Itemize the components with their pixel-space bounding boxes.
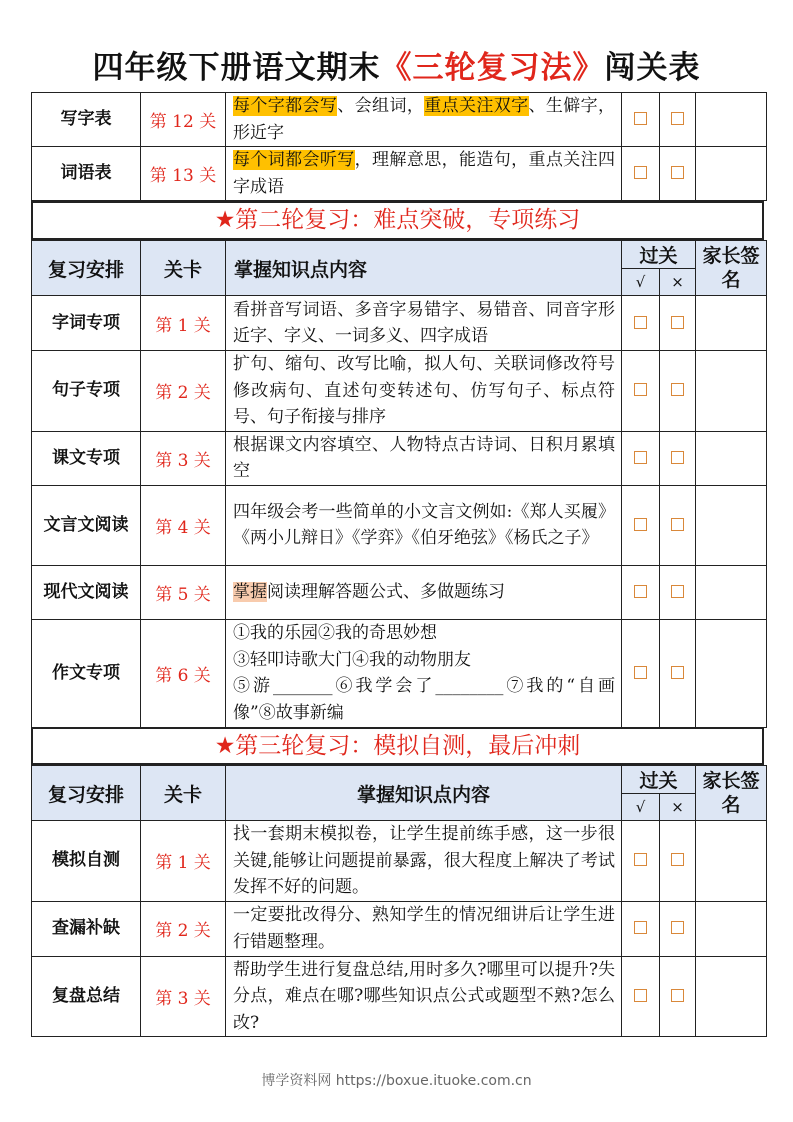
parent-sign-cell[interactable]: [696, 351, 767, 432]
review-item-name: 复盘总结: [32, 956, 141, 1037]
header-pass: 过关: [622, 241, 696, 269]
header-pass: 过关: [622, 766, 696, 794]
parent-sign-cell[interactable]: [696, 296, 767, 351]
header-parent-sign: 家长签名: [696, 241, 767, 296]
knowledge-content: [226, 431, 622, 485]
review-item-name: 写字表: [32, 93, 141, 147]
review-item-name: 作文专项: [32, 619, 141, 727]
fail-checkbox-cell: [660, 565, 696, 619]
content-text: 一定要批改得分、熟知学生的情况细讲后让学生进行错题整理。: [233, 905, 615, 952]
content-text: 阅读理解答题公式、多做题练习: [267, 581, 505, 602]
table-row: [32, 93, 767, 147]
fail-checkbox-cell: [660, 619, 696, 727]
fail-checkbox-cell: [660, 296, 696, 351]
review-item-name: 词语表: [32, 147, 141, 201]
content-text: 、生僻字，形近字: [233, 96, 616, 143]
pass-checkbox-cell: [622, 351, 660, 432]
pass-checkbox-cell: [622, 431, 660, 485]
fail-checkbox[interactable]: [671, 112, 684, 125]
fail-checkbox[interactable]: [671, 666, 684, 679]
knowledge-content: [226, 351, 622, 432]
pass-checkbox[interactable]: [634, 666, 647, 679]
review-item-name: 句子专项: [32, 351, 141, 432]
review-item-name: 课文专项: [32, 431, 141, 485]
pass-checkbox-cell: [622, 821, 660, 902]
content-line: ①我的乐园②我的奇思妙想: [233, 623, 437, 643]
header-arrangement: 复习安排: [32, 241, 141, 296]
pass-checkbox[interactable]: [634, 853, 647, 866]
knowledge-content: [226, 296, 622, 351]
knowledge-content: [226, 565, 622, 619]
review-item-name: 文言文阅读: [32, 485, 141, 565]
header-parent-sign: 家长签名: [696, 766, 767, 821]
fail-checkbox[interactable]: [671, 921, 684, 934]
review-item-name: 字词专项: [32, 296, 141, 351]
content-text: 扩句、缩句、改写比喻，拟人句、关联词修改符号修改病句、直述句变转述句、仿写句子、标点符号、句子衔接与排序: [233, 354, 615, 427]
fail-checkbox-cell: [660, 821, 696, 902]
fail-checkbox-cell: [660, 485, 696, 565]
round3-heading: ★第三轮复习：模拟自测，最后冲刺: [31, 727, 764, 765]
level-label: 第 12 关: [141, 93, 226, 147]
parent-sign-cell[interactable]: [696, 956, 767, 1037]
pass-checkbox[interactable]: [634, 585, 647, 598]
level-label: 第 5 关: [141, 565, 226, 619]
level-label: 第 3 关: [141, 431, 226, 485]
content-line: ③轻叩诗歌大门④我的动物朋友: [233, 649, 471, 670]
parent-sign-cell[interactable]: [696, 93, 767, 147]
parent-sign-cell[interactable]: [696, 901, 767, 956]
level-label: 第 3 关: [141, 956, 226, 1037]
header-level: 关卡: [141, 766, 226, 821]
fail-checkbox-cell: [660, 147, 696, 201]
knowledge-content: [226, 147, 622, 201]
pass-checkbox[interactable]: [634, 316, 647, 329]
header-arrangement: 复习安排: [32, 766, 141, 821]
level-label: 第 1 关: [141, 296, 226, 351]
table-row: [32, 821, 767, 902]
review-item-name: 现代文阅读: [32, 565, 141, 619]
header-pass-yes: √: [622, 794, 660, 821]
knowledge-content: [226, 901, 622, 956]
fail-checkbox[interactable]: [671, 989, 684, 1002]
highlighted-text: 掌握: [233, 581, 267, 602]
parent-sign-cell[interactable]: [696, 565, 767, 619]
pass-checkbox[interactable]: [634, 451, 647, 464]
fail-checkbox-cell: [660, 431, 696, 485]
knowledge-content: [226, 956, 622, 1037]
highlighted-text: 重点关注双字: [424, 96, 529, 116]
level-label: 第 2 关: [141, 351, 226, 432]
parent-sign-cell[interactable]: [696, 821, 767, 902]
table-row: [32, 351, 767, 432]
header-pass-no: ×: [660, 269, 696, 296]
pass-checkbox-cell: [622, 147, 660, 201]
content-text: 四年级会考一些简单的小文言文例如:《郑人买履》《两小儿辩日》《学弈》《伯牙绝弦》《杨氏之子》: [233, 501, 615, 548]
level-label: 第 2 关: [141, 901, 226, 956]
header-pass-no: ×: [660, 794, 696, 821]
fail-checkbox[interactable]: [671, 853, 684, 866]
round2-table: [31, 240, 767, 728]
parent-sign-cell[interactable]: [696, 147, 767, 201]
knowledge-content: [226, 485, 622, 565]
pass-checkbox-cell: [622, 296, 660, 351]
title-suffix: 闯关表: [604, 50, 701, 86]
pass-checkbox[interactable]: [634, 989, 647, 1002]
pass-checkbox-cell: [622, 485, 660, 565]
table-row: [32, 431, 767, 485]
header-level: 关卡: [141, 241, 226, 296]
round3-table: [31, 765, 767, 1037]
fail-checkbox-cell: [660, 351, 696, 432]
pass-checkbox-cell: [622, 93, 660, 147]
pass-checkbox[interactable]: [634, 383, 647, 396]
knowledge-content: [226, 821, 622, 902]
fail-checkbox-cell: [660, 901, 696, 956]
round1-table: [31, 92, 767, 201]
content-text: 帮助学生进行复盘总结,用时多久?哪里可以提升?失分点，难点在哪?哪些知识点公式或题型不熟?怎么改?: [233, 959, 615, 1033]
table-row: [32, 956, 767, 1037]
content-text: 根据课文内容填空、人物特点古诗词、日积月累填空: [233, 434, 615, 481]
content-text: 、会组词，: [337, 96, 425, 116]
footer-source: 博学资料网 https://boxue.ituoke.com.cn: [261, 1073, 532, 1089]
header-content: 掌握知识点内容: [226, 241, 622, 296]
knowledge-content: [226, 93, 622, 147]
fail-checkbox[interactable]: [671, 316, 684, 329]
pass-checkbox-cell: [622, 956, 660, 1037]
table-row: [32, 296, 767, 351]
parent-sign-cell[interactable]: [696, 485, 767, 565]
title-prefix: 四年级下册语文期末: [92, 50, 381, 86]
review-item-name: 模拟自测: [32, 821, 141, 902]
highlighted-text: 每个词都会听写: [233, 150, 355, 170]
fail-checkbox-cell: [660, 956, 696, 1037]
header-pass-yes: √: [622, 269, 660, 296]
table-row: [32, 485, 767, 565]
fail-checkbox[interactable]: [671, 383, 684, 396]
table-row: [32, 565, 767, 619]
highlighted-text: 每个字都会写: [233, 96, 338, 116]
level-label: 第 6 关: [141, 619, 226, 727]
round2-heading: ★第二轮复习：难点突破，专项练习: [31, 201, 764, 240]
fail-checkbox[interactable]: [671, 166, 684, 179]
parent-sign-cell[interactable]: [696, 619, 767, 727]
content-text: 看拼音写词语、多音字易错字、易错音、同音字形近字、字义、一词多义、四字成语: [233, 299, 615, 346]
pass-checkbox[interactable]: [634, 518, 647, 531]
level-label: 第 13 关: [141, 147, 226, 201]
page-title: [0, 40, 793, 96]
table-row: [32, 147, 767, 201]
pass-checkbox-cell: [622, 619, 660, 727]
parent-sign-cell[interactable]: [696, 431, 767, 485]
fail-checkbox-cell: [660, 93, 696, 147]
fail-checkbox[interactable]: [671, 518, 684, 531]
pass-checkbox[interactable]: [634, 166, 647, 179]
table-row: [32, 619, 767, 727]
title-highlight: 《三轮复习法》: [380, 50, 605, 86]
fail-checkbox[interactable]: [671, 585, 684, 598]
pass-checkbox-cell: [622, 901, 660, 956]
review-item-name: 查漏补缺: [32, 901, 141, 956]
content-text: ，理解意思，能造句，重点关注四字成语: [233, 150, 616, 197]
content-line: ⑤游_______⑥我学会了________⑦我的“自画像”⑧故事新编: [233, 676, 615, 723]
table-row: [32, 901, 767, 956]
content-text: 找一套期末模拟卷，让学生提前练手感，这一步很关键,能够让问题提前暴露，很大程度上解决了考试发挥不好的问题。: [233, 824, 615, 897]
pass-checkbox[interactable]: [634, 921, 647, 934]
fail-checkbox[interactable]: [671, 451, 684, 464]
knowledge-content: [226, 619, 622, 727]
pass-checkbox[interactable]: [634, 112, 647, 125]
level-label: 第 1 关: [141, 821, 226, 902]
level-label: 第 4 关: [141, 485, 226, 565]
pass-checkbox-cell: [622, 565, 660, 619]
header-content: 掌握知识点内容: [226, 766, 622, 821]
